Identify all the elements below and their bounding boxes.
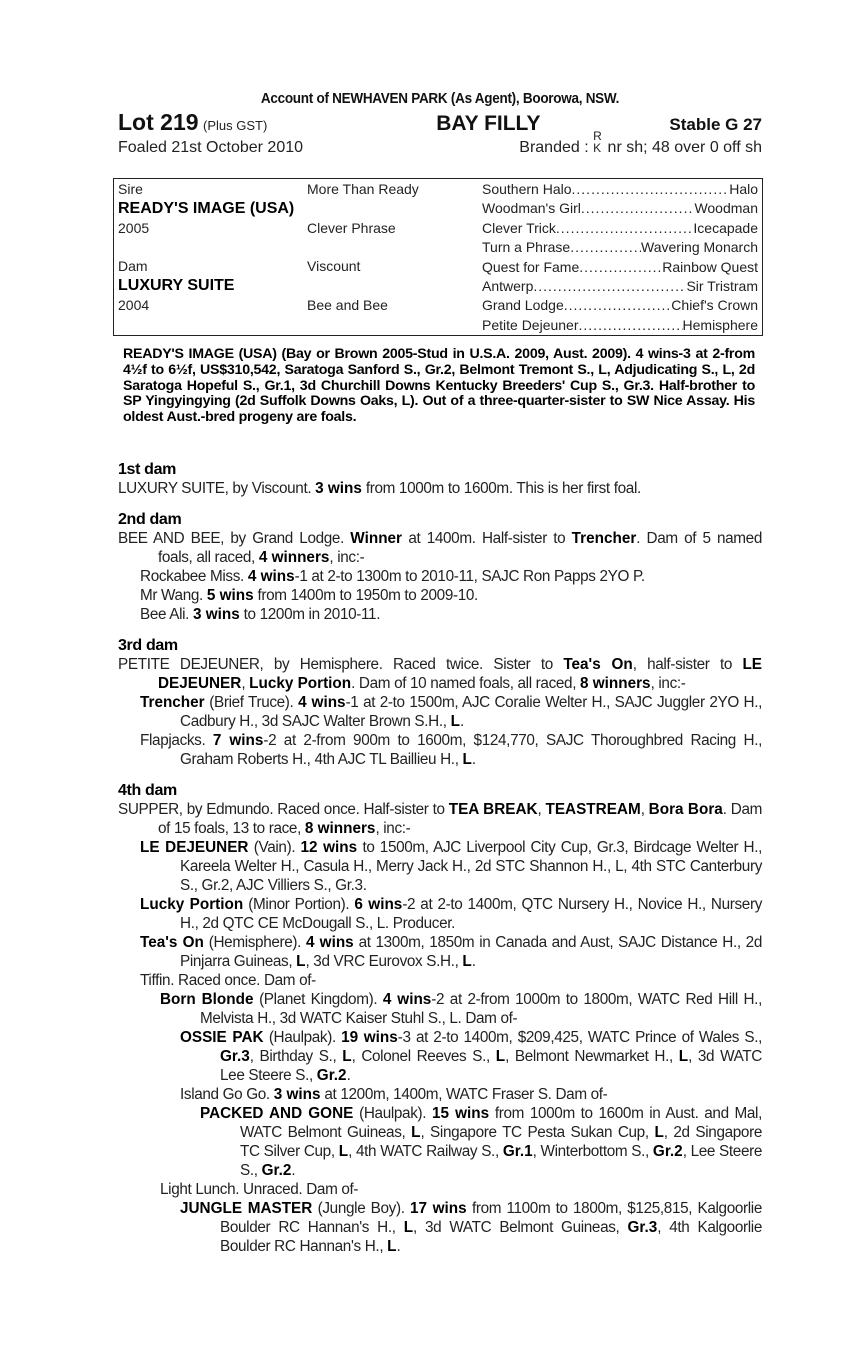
ancestor-sire: Icecapade: [693, 219, 758, 236]
bold-text: Lucky Portion: [249, 675, 352, 692]
brand-detail: nr sh; 48 over 0 off sh: [603, 139, 762, 156]
dam-sire: Viscount: [307, 258, 361, 274]
bold-text: 6 wins: [354, 896, 403, 913]
text: , Birthday S.,: [249, 1048, 343, 1065]
pedigree-entry: [118, 529, 762, 567]
text: -2 at 2-from 1000m to 1800m, WATC Red Hill H., Melvista H., 3d WATC Kaiser Stuhl S., L. Dam of-: [200, 991, 762, 1027]
pedigree-entry: [118, 1085, 762, 1104]
dam-name: LUXURY SUITE: [118, 277, 235, 294]
pedigree-entry: [118, 479, 762, 498]
bold-text: 4 winners: [258, 549, 330, 566]
ancestor-sire: Chief's Crown: [671, 297, 758, 314]
text: -2 at 2-from 900m to 1600m, $124,770, SAJC Thoroughbred Racing H., Graham Roberts H., 4th AJC TL Baillieu H.,: [180, 732, 763, 768]
dam-year: 2004: [118, 297, 150, 313]
text: (Hemisphere).: [203, 934, 306, 951]
pedigree-entry: [118, 1199, 762, 1256]
brand-mark: [593, 129, 603, 155]
plus-gst: (Plus GST): [202, 118, 268, 133]
pedigree-entry: [118, 933, 762, 971]
bold-text: 19 wins: [341, 1029, 398, 1046]
ancestor-sire: Woodman: [694, 200, 758, 217]
text: ,: [241, 675, 250, 692]
bold-text: Tea's On: [140, 934, 204, 951]
text: , inc:-: [650, 675, 686, 692]
text: BEE AND BEE, by Grand Lodge.: [118, 530, 351, 547]
bold-text: 7 wins: [212, 732, 264, 749]
bold-text: 4 wins: [305, 934, 354, 951]
leader-dots: [533, 278, 686, 294]
pedigree-entry: [118, 655, 762, 693]
text: , 2d Singapore TC Silver Cup,: [240, 1124, 762, 1160]
text: . Dam of 15 foals, 13 to race,: [158, 801, 763, 837]
ancestor-sire: Hemisphere: [682, 316, 758, 333]
text: at 1400m. Half-sister to: [402, 530, 572, 547]
dam-lines: [118, 460, 762, 1256]
leader-dots: [579, 317, 683, 333]
ancestor-row: [482, 278, 758, 294]
bold-text: TEASTREAM: [545, 801, 641, 818]
dam-heading: 1st dam: [118, 461, 177, 478]
bold-text: Lucky Portion: [140, 896, 244, 913]
text: Tiffin. Raced once. Dam of-: [140, 972, 316, 989]
ancestor-name: Southern Halo: [482, 181, 572, 197]
bold-text: 3 wins: [273, 1086, 321, 1103]
bold-text: Gr.2: [261, 1162, 292, 1179]
text: at 1200m, 1400m, WATC Fraser S. Dam of-: [320, 1086, 608, 1103]
ancestor-name: Antwerp: [482, 278, 534, 294]
bold-text: 5 wins: [206, 587, 254, 604]
text: , inc:-: [375, 820, 411, 837]
ancestor-row: [482, 317, 758, 333]
text: Bee Ali.: [140, 606, 193, 623]
text: .: [346, 1067, 351, 1084]
stable-number: Stable G 27: [669, 115, 762, 134]
text: from 1100m to 1800m, $125,815, Kalgoorlie Boulder RC Hannan's H.,: [220, 1200, 763, 1236]
text: , 3d WATC Lee Steere S.,: [220, 1048, 762, 1084]
lot-number-group: [118, 109, 267, 136]
text: PETITE DEJEUNER, by Hemisphere. Raced twice. Sister to: [118, 656, 564, 673]
text: to 1500m, AJC Liverpool City Cup, Gr.3, Birdcage Welter H., Kareela Welter H., Casula H., Merry Jack H., 2d STC Shannon H., L, 4th STC Canterbury S., Gr.2, AJC Villiers S., Gr.3.: [180, 839, 763, 894]
pedigree-entry: [118, 800, 762, 838]
text: . Dam of 10 named foals, all raced,: [351, 675, 580, 692]
text: , Winterbottom S.,: [532, 1143, 653, 1160]
pedigree-entry: [118, 731, 762, 769]
foal-line: [118, 129, 762, 157]
foaled-date: Foaled 21st October 2010: [118, 139, 304, 156]
text: , Colonel Reeves S.,: [351, 1048, 496, 1065]
bold-text: Gr.2: [652, 1143, 683, 1160]
sire-name: READY'S IMAGE (USA): [118, 200, 295, 217]
ancestor-row: [482, 220, 758, 236]
text: , 4th Kalgoorlie Boulder RC Hannan's H.,: [220, 1219, 762, 1255]
bold-text: 4 wins: [298, 694, 346, 711]
text: SUPPER, by Edmundo. Raced once. Half-sister to: [118, 801, 449, 818]
ancestor-sire: Sir Tristram: [686, 278, 758, 294]
text: Rockabee Miss.: [140, 568, 248, 585]
bold-text: 12 wins: [300, 839, 358, 856]
bold-text: L: [403, 1219, 414, 1236]
lot-number: Lot 219: [118, 109, 199, 135]
ancestor-name: Woodman's Girl: [482, 200, 581, 217]
brand-bottom: K: [593, 141, 602, 155]
bold-text: Bora Bora: [648, 801, 723, 818]
text: , Belmont Newmarket H.,: [505, 1048, 679, 1065]
text: from 1000m to 1600m in Aust. and Mal, WATC Belmont Guineas,: [240, 1105, 762, 1141]
leader-dots: [570, 239, 641, 255]
bold-text: L: [678, 1048, 689, 1065]
bold-text: 8 winners: [304, 820, 376, 837]
horse-description: BAY FILLY: [436, 112, 541, 135]
leader-dots: [572, 181, 730, 197]
brand-top: R: [593, 129, 602, 143]
pedigree-entry: [118, 1028, 762, 1085]
text: (Haulpak).: [353, 1105, 432, 1122]
dam-heading: 3rd dam: [118, 637, 178, 654]
pedigree-entry: [118, 990, 762, 1028]
bold-text: L: [342, 1048, 352, 1065]
bold-text: Born Blonde: [160, 991, 254, 1008]
text: . Dam of 5 named foals, all raced,: [158, 530, 762, 566]
bold-text: OSSIE PAK: [180, 1029, 264, 1046]
bold-text: 4 wins: [382, 991, 432, 1008]
ancestor-sire: Halo: [729, 181, 758, 197]
ancestor-sire: Rainbow Quest: [662, 258, 758, 275]
text: at 1300m, 1850m in Canada and Aust, SAJC Distance H., 2d Pinjarra Guineas,: [180, 934, 762, 970]
ancestor-row: [482, 181, 758, 197]
bold-text: 15 wins: [431, 1105, 490, 1122]
bold-text: L: [450, 713, 460, 730]
bold-text: JUNGLE MASTER: [180, 1200, 313, 1217]
text: .: [396, 1238, 401, 1255]
text: .: [471, 751, 476, 768]
ancestor-name: Petite Dejeuner: [482, 316, 579, 333]
ancestor-row: [482, 200, 758, 216]
sire-label: Sire: [118, 181, 143, 197]
bold-text: Gr.1: [502, 1143, 533, 1160]
bold-text: Winner: [350, 530, 402, 547]
branded-label: Branded :: [519, 139, 594, 156]
bold-text: L: [462, 953, 472, 970]
leader-dots: [564, 297, 672, 313]
ancestor-sire: Wavering Monarch: [641, 239, 758, 256]
text: -2 at 2-to 1400m, QTC Nursery H., Novice H., Nursery H., 2d QTC CE McDougall S., L. Producer.: [180, 896, 763, 932]
pedigree-entry: [118, 1180, 762, 1199]
leader-dots: [579, 259, 662, 275]
bold-text: L: [495, 1048, 506, 1065]
ancestor-name: Quest for Fame: [482, 258, 580, 275]
text: from 1000m to 1600m. This is her first foal.: [361, 480, 641, 497]
pedigree-table: [113, 178, 763, 336]
bold-text: 8 winners: [580, 675, 651, 692]
text: Flapjacks.: [140, 732, 213, 749]
ancestor-row: [482, 297, 758, 313]
ancestor-name: Clever Trick: [482, 219, 556, 236]
text: -1 at 2-to 1500m, AJC Coralie Welter H., SAJC Juggler 2YO H., Cadbury H., 3d SAJC Walter Brown S.H.,: [180, 694, 762, 730]
bold-text: Tea's On: [563, 656, 633, 673]
ancestor-row: [482, 259, 758, 275]
sire-year: 2005: [118, 220, 150, 236]
catalogue-page: [118, 90, 763, 1255]
text: to 1200m in 2010-11.: [239, 606, 381, 623]
text: , Singapore TC Pesta Sukan Cup,: [420, 1124, 655, 1141]
bold-text: TEA BREAK: [448, 801, 538, 818]
text: , 3d VRC Eurovox S.H.,: [305, 953, 463, 970]
text: .: [291, 1162, 296, 1179]
text: , inc:-: [329, 549, 365, 566]
lot-header: [118, 109, 762, 137]
text: -1 at 2-to 1300m to 2010-11, SAJC Ron Papps 2YO P.: [294, 568, 645, 585]
text: Mr Wang.: [140, 587, 207, 604]
bold-text: L: [387, 1238, 397, 1255]
pedigree-entry: [118, 586, 762, 605]
ancestor-name: Turn a Phrase: [482, 239, 571, 256]
text: (Planet Kingdom).: [253, 991, 383, 1008]
dam-heading: 4th dam: [118, 782, 177, 799]
text: , 3d WATC Belmont Guineas,: [413, 1219, 628, 1236]
text: , Lee Steere S.,: [240, 1143, 763, 1179]
bold-text: 3 wins: [192, 606, 240, 623]
text: LUXURY SUITE, by Viscount.: [118, 480, 316, 497]
bold-text: Trencher: [571, 530, 637, 547]
text: ,: [537, 801, 546, 818]
bold-text: Trencher: [140, 694, 205, 711]
ancestor-row: [482, 239, 758, 255]
bold-text: L: [338, 1143, 349, 1160]
sire-dam: Clever Phrase: [307, 220, 396, 236]
pedigree-entry: [118, 605, 762, 624]
text: -3 at 2-to 1400m, $209,425, WATC Prince of Wales S.,: [397, 1029, 763, 1046]
bold-text: L: [296, 953, 306, 970]
bold-text: L: [654, 1124, 664, 1141]
text: ,: [640, 801, 649, 818]
pedigree-entry: [118, 693, 762, 731]
text: .: [471, 953, 476, 970]
text: (Vain).: [248, 839, 301, 856]
pedigree-entry: [118, 971, 762, 990]
text: (Brief Truce).: [204, 694, 299, 711]
dam-dam: Bee and Bee: [307, 297, 388, 313]
dam-heading: 2nd dam: [118, 511, 182, 528]
bold-text: LE DEJEUNER: [140, 839, 249, 856]
ancestor-name: Grand Lodge: [482, 297, 564, 314]
pedigree-entry: [118, 895, 762, 933]
bold-text: L: [411, 1124, 421, 1141]
pedigree-entry: [118, 567, 762, 586]
text: .: [459, 713, 464, 730]
vendor-account: Account of NEWHAVEN PARK (As Agent), Boorowa, NSW.: [260, 90, 620, 107]
text: , half-sister to: [632, 656, 743, 673]
bold-text: L: [462, 751, 472, 768]
brand-info: [519, 129, 762, 157]
text: Light Lunch. Unraced. Dam of-: [160, 1181, 359, 1198]
bold-text: 17 wins: [409, 1200, 467, 1217]
text: (Minor Portion).: [243, 896, 355, 913]
pedigree-entry: [118, 1104, 762, 1180]
text: (Jungle Boy).: [312, 1200, 410, 1217]
bold-text: 4 wins: [247, 568, 295, 585]
dam-label: Dam: [118, 258, 148, 274]
bold-text: Gr.3: [220, 1048, 250, 1065]
text: from 1400m to 1950m to 2009-10.: [253, 587, 478, 604]
bold-text: Gr.2: [316, 1067, 347, 1084]
sire-summary: READY'S IMAGE (USA) (Bay or Brown 2005-Stud in U.S.A. 2009, Aust. 2009). 4 wins-3 at 2-from 4½f to 6½f, US$310,542, Saratoga Sanford S., Gr.2, Belmont Tremont S., L, Adjudicating S., L, 2d Saratoga Hopeful S., Gr.1, 3d Churchill Downs Kentucky Breeders' Cup S., Gr.3. Half-brother to SP Yingyingying (2d Suffolk Downs Oaks, L). Out of a three-quarter-sister to SW Nice Assay. His oldest Aust.-bred progeny are foals.: [123, 346, 755, 426]
text: , 4th WATC Railway S.,: [348, 1143, 503, 1160]
bold-text: LE DEJEUNER: [158, 656, 762, 692]
sire-sire: More Than Ready: [307, 181, 419, 197]
leader-dots: [581, 200, 695, 216]
text: (Haulpak).: [263, 1029, 342, 1046]
pedigree-entry: [118, 838, 762, 895]
bold-text: 3 wins: [315, 480, 362, 497]
bold-text: PACKED AND GONE: [200, 1105, 354, 1122]
text: Island Go Go.: [180, 1086, 274, 1103]
bold-text: Gr.3: [627, 1219, 658, 1236]
leader-dots: [556, 220, 693, 236]
